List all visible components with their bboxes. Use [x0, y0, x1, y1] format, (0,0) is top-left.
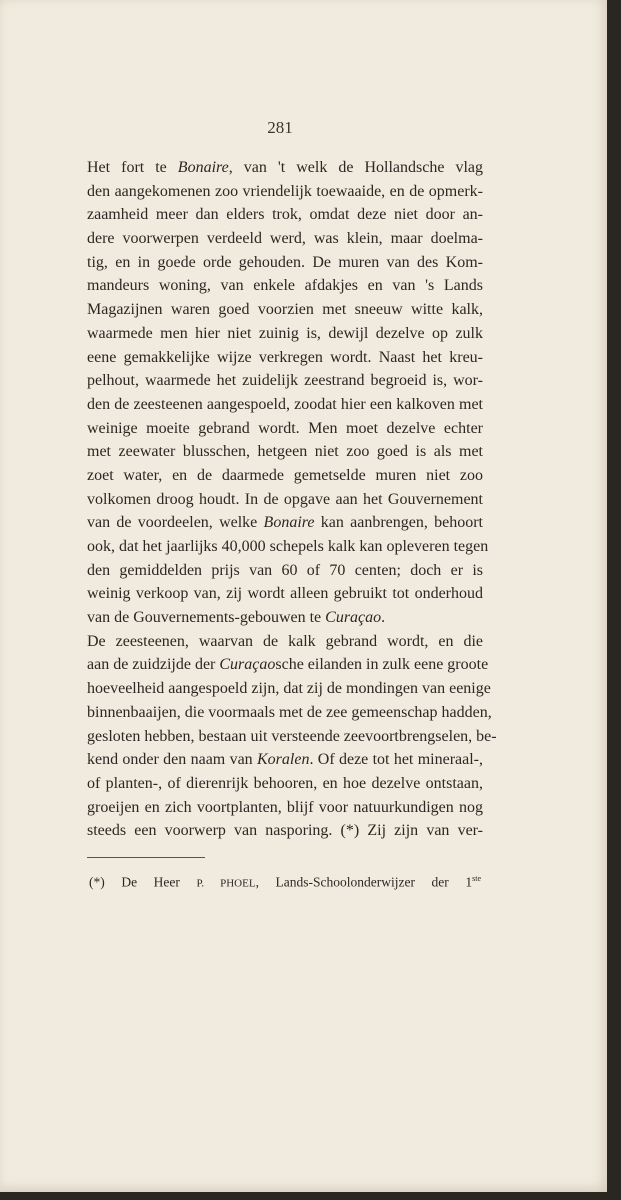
page-number: 281 — [267, 118, 293, 137]
text-line: eene gemakkelijke wijze verkregen wordt. Naast het kreu- — [87, 348, 483, 366]
text-line: zoet water, en de daarmede gemetselde muren niet zoo — [87, 466, 483, 484]
text-line: weinig verkoop van, zij wordt alleen gebruikt tot onderhoud — [87, 585, 483, 603]
text-line: of planten-, of dierenrijk behooren, en hoe dezelve ontstaan, — [87, 774, 483, 792]
text-line: pelhout, waarmede het zuidelijk zeestrand begroeid is, wor- — [87, 372, 483, 390]
footnote-text-after: , Lands-Schoolonderwijzer der 1 — [255, 874, 473, 890]
footnote-superscript: ste — [472, 874, 482, 883]
text-line: van de voordeelen, welke Bonaire kan aanbrengen, behoort — [87, 514, 484, 532]
text-line: mandeurs woning, van enkele afdakjes en van 's Lands — [87, 277, 483, 295]
text-line: Het fort te Bonaire, van 't welk de Hollandsche vlag — [87, 159, 483, 176]
footnote-name: P. PHOEL — [196, 877, 256, 890]
footnote-separator — [87, 857, 205, 858]
text-line: hoeveelheid aangespoeld zijn, dat zij de mondingen van eenige — [87, 680, 491, 698]
text-line: waarmede men hier niet zuinig is, dewijl dezelve op zulk — [87, 324, 483, 342]
text-line: groeijen en zich voortplanten, blijf voor natuurkundigen nog — [87, 798, 483, 816]
body-text — [87, 156, 497, 843]
text-line: den aangekomenen zoo vriendelijk toewaaide, en de opmerk- — [87, 182, 483, 200]
text-line: volkomen droog houdt. In de opgave aan het Gouvernement — [87, 490, 483, 508]
text-line: steeds een voorwerp van nasporing. (*) Zij zijn van ver- — [87, 822, 483, 840]
text-line: kend onder den naam van Koralen. Of deze tot het mineraal-, — [87, 751, 483, 769]
text-line: Magazijnen waren goed voorzien met sneeuw witte kalk, — [87, 301, 483, 319]
text-line: met zeewater blusschen, hetgeen niet zoo goed is als met — [87, 443, 483, 461]
text-line: zaamheid meer dan elders trok, omdat deze niet door an- — [87, 206, 483, 224]
text-line: aan de zuidzijde der Curaçaosche eilanden in zulk eene groote — [87, 656, 489, 674]
footnote — [89, 874, 481, 891]
text-line: ook, dat het jaarlijks 40,000 schepels kalk kan opleveren tegen — [87, 538, 489, 555]
text-line: binnenbaaijen, die voormaals met de zee gemeenschap hadden, — [87, 703, 492, 721]
text-line: tig, en in goede orde gehouden. De muren van des Kom- — [87, 253, 483, 271]
text-line: van de Gouvernements-gebouwen te Curaçao. — [87, 609, 386, 627]
footnote-text-before: De Heer — [121, 874, 180, 890]
footnote-marker: (*) — [89, 874, 105, 890]
text-line: gesloten hebben, bestaan uit versteende zeevoortbrengselen, be- — [87, 727, 497, 745]
text-line: den de zeesteenen aangespoeld, zoodat hier een kalkoven met — [87, 395, 483, 413]
text-line: De zeesteenen, waarvan de kalk gebrand wordt, en die — [87, 632, 483, 650]
text-line: weinige moeite gebrand wordt. Men moet dezelve echter — [87, 419, 483, 437]
text-line: dere voorwerpen verdeeld werd, was klein, maar doelma- — [87, 230, 483, 248]
text-line: den gemiddelden prijs van 60 of 70 centen; doch er is — [87, 561, 483, 579]
